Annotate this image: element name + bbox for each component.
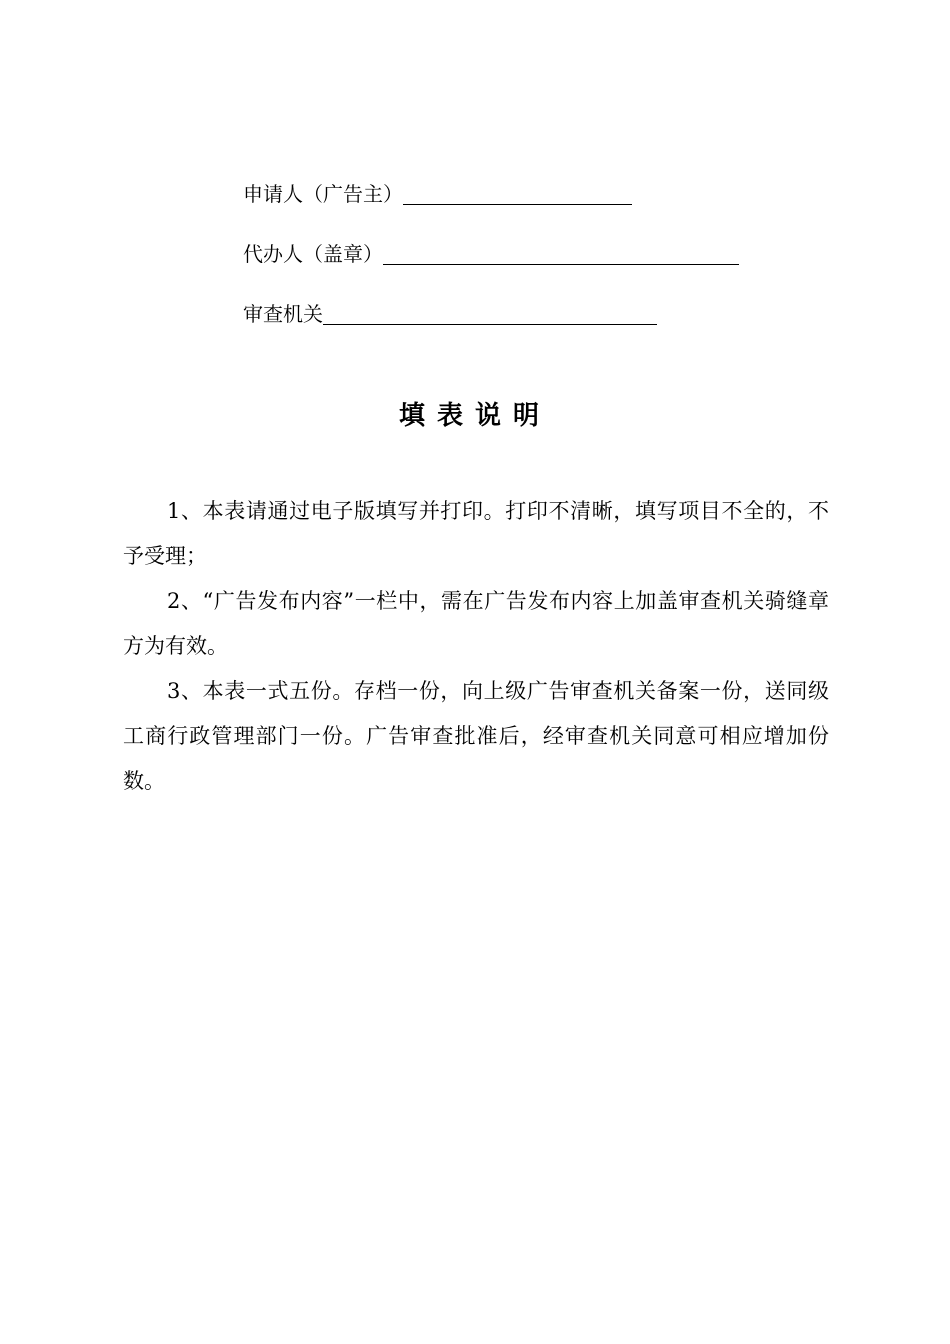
applicant-label: 申请人（广告主） <box>243 182 403 206</box>
instructions-title: 填表说明 <box>398 401 551 431</box>
authority-row <box>243 292 739 328</box>
authority-label: 审查机关 <box>243 302 323 326</box>
instruction-item-3: 3、本表一式五份。存档一份，向上级广告审查机关备案一份，送同级工商行政管理部门一份。广告审查批准后，经审查机关同意可相应增加份数。 <box>123 679 829 793</box>
agent-label: 代办人（盖章） <box>243 242 383 266</box>
applicant-signature-line <box>403 172 632 205</box>
applicant-row <box>243 172 739 208</box>
agent-signature-line <box>383 232 739 265</box>
instructions-list <box>123 489 829 804</box>
signature-block <box>243 172 739 352</box>
instruction-item-2: 2、“广告发布内容”一栏中，需在广告发布内容上加盖审查机关骑缝章方为有效。 <box>123 589 829 658</box>
authority-signature-line <box>323 292 657 325</box>
instruction-item-1: 1、本表请通过电子版填写并打印。打印不清晰，填写项目不全的，不予受理； <box>123 499 829 568</box>
agent-row <box>243 232 739 268</box>
